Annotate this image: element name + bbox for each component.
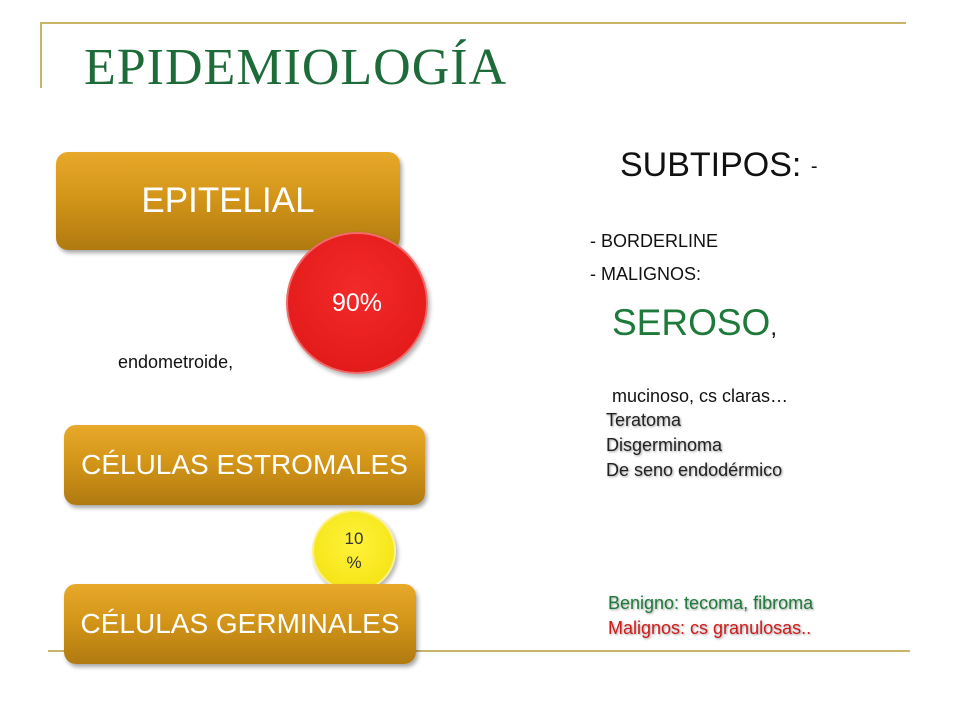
germinales-label: CÉLULAS GERMINALES [80, 608, 400, 639]
seroso-text [612, 302, 777, 344]
malignos-item: - MALIGNOS: [590, 264, 702, 284]
estromal-percent: 10 % [344, 529, 364, 572]
subtipos-heading [620, 146, 818, 185]
slide-title: EPIDEMIOLOGÍA [84, 39, 508, 96]
stromal-type-list [608, 591, 813, 641]
estromal-percent-badge [312, 510, 396, 592]
germ-cell-item: De seno endodérmico [606, 460, 783, 480]
germ-cell-item: Disgerminoma [606, 435, 723, 455]
stromal-malignant-item: Malignos: cs granulosas.. [608, 618, 812, 638]
germ-cell-list [606, 408, 782, 483]
seroso-label: SEROSO [612, 302, 771, 343]
epitelial-label: EPITELIAL [141, 181, 315, 220]
estromales-label: CÉLULAS ESTROMALES [81, 449, 408, 480]
subtipos-heading-text: SUBTIPOS: [620, 146, 802, 184]
germinales-box [64, 584, 416, 664]
subtipos-dash: - [810, 155, 818, 178]
germ-cell-item: Teratoma [606, 410, 682, 430]
top-frame-line [40, 22, 906, 24]
estromales-box [64, 425, 425, 505]
stromal-benign-item: Benigno: tecoma, fibroma [608, 593, 814, 613]
seroso-comma: , [770, 314, 777, 341]
borderline-item: - BORDERLINE [590, 231, 719, 251]
epitelial-percent-badge [286, 232, 428, 374]
epitelial-percent: 90% [331, 288, 383, 317]
other-subtypes-text: mucinoso, cs claras… [612, 386, 789, 406]
endometroide-text: endometroide, [118, 352, 234, 372]
left-frame-line [40, 22, 42, 88]
